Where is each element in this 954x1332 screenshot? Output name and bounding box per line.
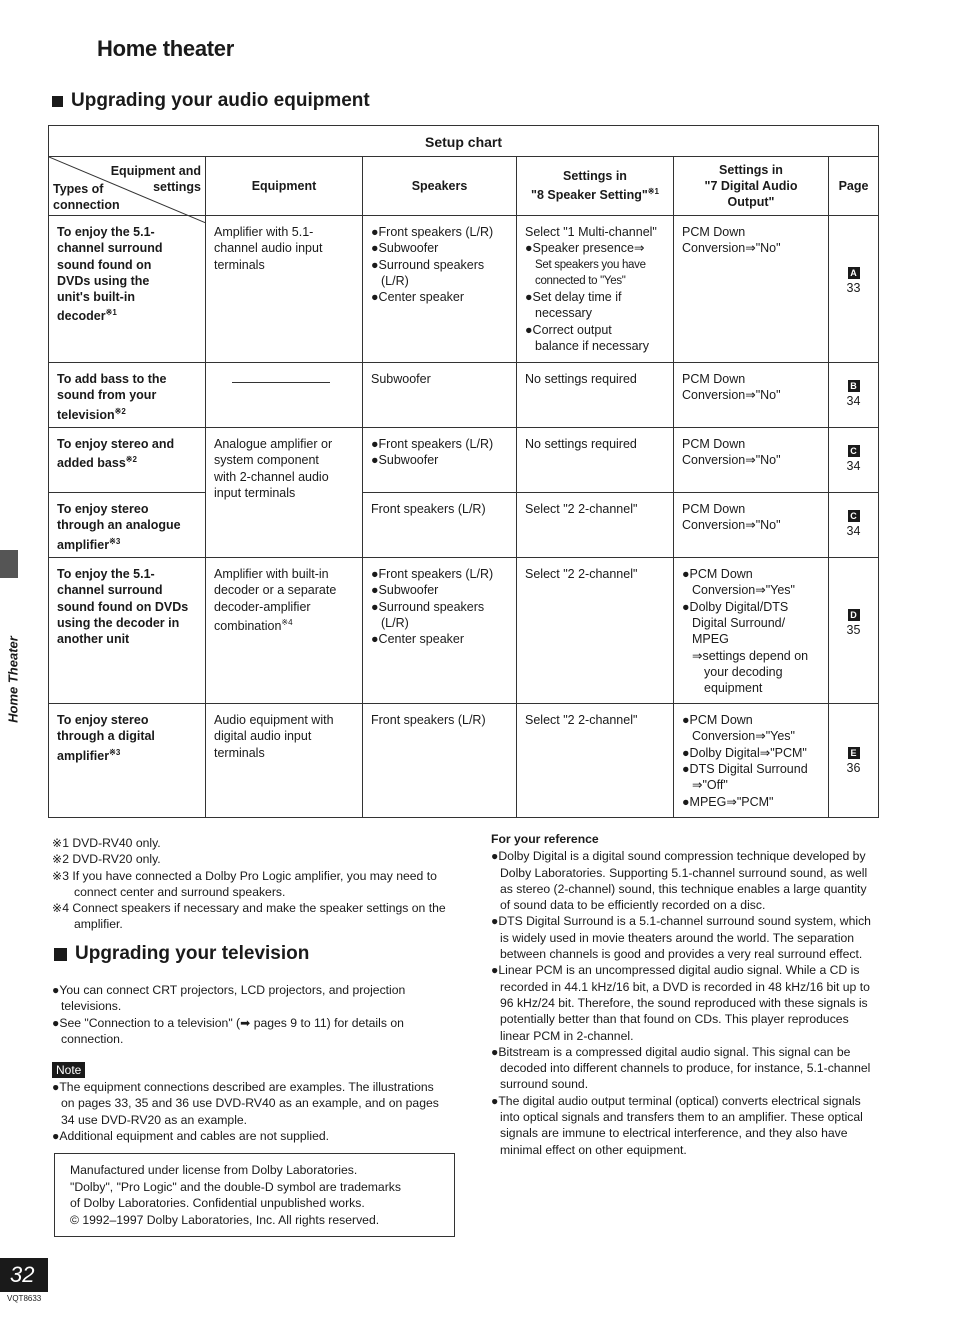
reference-bullet: ●Linear PCM is an uncompressed digital audio signal. While a CD is recorded in 44.1 kHz/16 bit, a DVD is recorded in 48 kHz/16 bit up to 96 kHz/24 bit. Therefore, the sound reproduced with these signals is potentially better than that found on CDs. This player reproduces linear PCM in 2-channel. (491, 963, 870, 1043)
row-settings7: PCM Down Conversion⇒"No" (674, 493, 829, 558)
page-number: 32 (0, 1258, 48, 1292)
row-type: To add bass to the sound from your television$^{※2}$ (49, 363, 206, 428)
license-line: Manufactured under license from Dolby Laboratories. (70, 1163, 358, 1177)
header-equipment: Equipment (206, 157, 363, 216)
header-page: Page (829, 157, 879, 216)
header-settings8: Settings in "8 Speaker Setting"$^{※1}$ (517, 157, 674, 216)
row-page (829, 216, 879, 363)
page-number-cell: 34 (846, 524, 861, 539)
tv-bullet: ●You can connect CRT projectors, LCD projectors, and projection televisions. (52, 983, 406, 1014)
page-letter-badge: B (848, 380, 860, 392)
row-settings8: No settings required (517, 428, 674, 493)
row-equipment: Amplifier with built-in decoder or a separate decoder-amplifier combination$^{※4}$ (206, 558, 363, 704)
setup-chart-table (48, 125, 879, 818)
row-speakers: Subwoofer (363, 363, 517, 428)
page-letter-badge: A (848, 267, 860, 279)
side-section-label: Home Theater (5, 636, 21, 723)
page-title: Home theater (97, 36, 234, 61)
license-box (54, 1153, 455, 1237)
footnote: ※4 Connect speakers if necessary and make the speaker settings on the amplifier. (52, 901, 446, 932)
reference-section (491, 831, 879, 1158)
section-heading-tv-text: Upgrading your television (75, 943, 310, 964)
row-settings7: PCM Down Conversion⇒"No" (674, 216, 829, 363)
page-letter-badge: D (848, 609, 860, 621)
row-speakers: Front speakers (L/R) (363, 493, 517, 558)
row-page (829, 363, 879, 428)
reference-bullet: ●Dolby Digital is a digital sound compression technique developed by Dolby Laboratories. Supporting 5.1-channel surround sound, as well as stereo (2-channel) sound, this technique enables a large quantity of sound data to be efficiently recorded on a disc. (491, 849, 868, 913)
row-type: To enjoy the 5.1- channel surround sound found on DVDs using the unit's built-in decoder$^{※1}$ (49, 216, 206, 363)
page-number-cell: 35 (846, 623, 861, 638)
tv-bullet: ●See "Connection to a television" (➡ pages 9 to 11) for details on connection. (52, 1015, 404, 1046)
row-settings7: ●PCM Down Conversion⇒"Yes" ●Dolby Digital/DTS Digital Surround/ MPEG ⇒settings depend on your decoding equipment (674, 558, 829, 704)
license-line: "Dolby", "Pro Logic" and the double-D symbol are trademarks (70, 1179, 401, 1194)
row-page (829, 428, 879, 493)
note-bullets (52, 1079, 447, 1144)
page-number-cell: 33 (846, 281, 861, 296)
row-settings8: Select "2 2-channel" (517, 704, 674, 818)
row-settings8: Select "1 Multi-channel" ●Speaker presence⇒ Set speakers you have connected to "Yes" ●Set delay time if necessary ●Correct output balance if necessary (517, 216, 674, 363)
square-bullet-icon (52, 96, 63, 107)
corner-header (49, 157, 206, 216)
section-heading-tv (54, 943, 309, 965)
square-bullet-icon (54, 948, 67, 961)
corner-bottom-2: connection (53, 198, 120, 212)
table-title: Setup chart (49, 126, 879, 157)
reference-heading: For your reference (491, 832, 599, 846)
row-page (829, 493, 879, 558)
row-speakers: ●Front speakers (L/R) ●Subwoofer (363, 428, 517, 493)
row-type: To enjoy stereo through a digital amplifier$^{※3}$ (49, 704, 206, 818)
license-line: © 1992–1997 Dolby Laboratories, Inc. All rights reserved. (70, 1212, 380, 1227)
row-equipment: Audio equipment with digital audio input terminals (206, 704, 363, 818)
document-code: VQT8633 (7, 1294, 42, 1303)
note-label: Note (52, 1062, 85, 1078)
row-settings7: ●PCM Down Conversion⇒"Yes" ●Dolby Digital⇒"PCM" ●DTS Digital Surround ⇒"Off" ●MPEG⇒"PCM" (674, 704, 829, 818)
row-speakers: Front speakers (L/R) (363, 704, 517, 818)
table-row (49, 704, 879, 818)
footnote: ※3 If you have connected a Dolby Pro Logic amplifier, you may need to connect center and surround speakers. (52, 868, 437, 899)
row-speakers: ●Front speakers (L/R) ●Subwoofer ●Surround speakers (L/R) ●Center speaker (363, 558, 517, 704)
row-equipment: Amplifier with 5.1- channel audio input terminals (206, 216, 363, 363)
row-settings7: PCM Down Conversion⇒"No" (674, 363, 829, 428)
note-bullet: ●The equipment connections described are examples. The illustrations on pages 33, 35 and 36 use DVD-RV40 as an example, and on pages 34 use DVD-RV20 as an example. (52, 1080, 439, 1127)
not-applicable-dash (232, 382, 330, 383)
table-row (49, 363, 879, 428)
reference-bullet: ●Bitstream is a compressed digital audio signal. This signal can be decoded into different channels to produce, for instance, 5.1-channel surround sound. (491, 1044, 871, 1092)
note-bullet: ●Additional equipment and cables are not supplied. (52, 1128, 330, 1143)
page-number-cell: 36 (846, 761, 861, 776)
corner-top-2: settings (153, 180, 201, 194)
header-settings7: Settings in "7 Digital Audio Output" (674, 157, 829, 216)
side-tab-marker (0, 550, 18, 578)
row-equipment (206, 363, 363, 428)
row-settings8: No settings required (517, 363, 674, 428)
header-speakers: Speakers (363, 157, 517, 216)
row-type: To enjoy stereo and added bass$^{※2}$ (49, 428, 206, 493)
row-settings7: PCM Down Conversion⇒"No" (674, 428, 829, 493)
row-type: To enjoy the 5.1- channel surround sound found on DVDs using the decoder in another unit (49, 558, 206, 704)
section-heading-audio (52, 90, 370, 112)
corner-top-1: Equipment and (110, 164, 201, 178)
page-number-cell: 34 (846, 394, 861, 409)
row-type: To enjoy stereo through an analogue amplifier$^{※3}$ (49, 493, 206, 558)
reference-bullet: ●The digital audio output terminal (optical) converts electrical signals into optical signals and transfers them to an amplifier. These optical signals are immune to electrical interference, and they also have minimal effect on other equipment. (491, 1093, 863, 1157)
footnote: ※2 DVD-RV20 only. (52, 852, 161, 867)
table-row (49, 493, 879, 558)
row-page (829, 704, 879, 818)
row-settings8: Select "2 2-channel" (517, 493, 674, 558)
table-row (49, 216, 879, 363)
table-row (49, 428, 879, 493)
section-heading-audio-text: Upgrading your audio equipment (71, 90, 370, 111)
row-settings8: Select "2 2-channel" (517, 558, 674, 704)
license-line: of Dolby Laboratories. Confidential unpublished works. (70, 1196, 365, 1210)
table-row (49, 558, 879, 704)
corner-bottom-1: Types of (53, 182, 104, 196)
tv-bullets (52, 982, 447, 1047)
row-speakers: ●Front speakers (L/R) ●Subwoofer ●Surround speakers (L/R) ●Center speaker (363, 216, 517, 363)
footnotes (52, 835, 447, 933)
reference-bullet: ●DTS Digital Surround is a 5.1-channel surround sound system, which is widely used in movie theaters around the world. The separation between channels is good and provides a very real surround effect. (491, 914, 871, 962)
page-letter-badge: E (848, 747, 860, 759)
page-letter-badge: C (848, 445, 860, 457)
row-page (829, 558, 879, 704)
footnote: ※1 DVD-RV40 only. (52, 836, 161, 850)
page-number-cell: 34 (846, 459, 861, 474)
row-equipment: Analogue amplifier or system component with 2-channel audio input terminals (206, 428, 363, 558)
page-letter-badge: C (848, 510, 860, 522)
